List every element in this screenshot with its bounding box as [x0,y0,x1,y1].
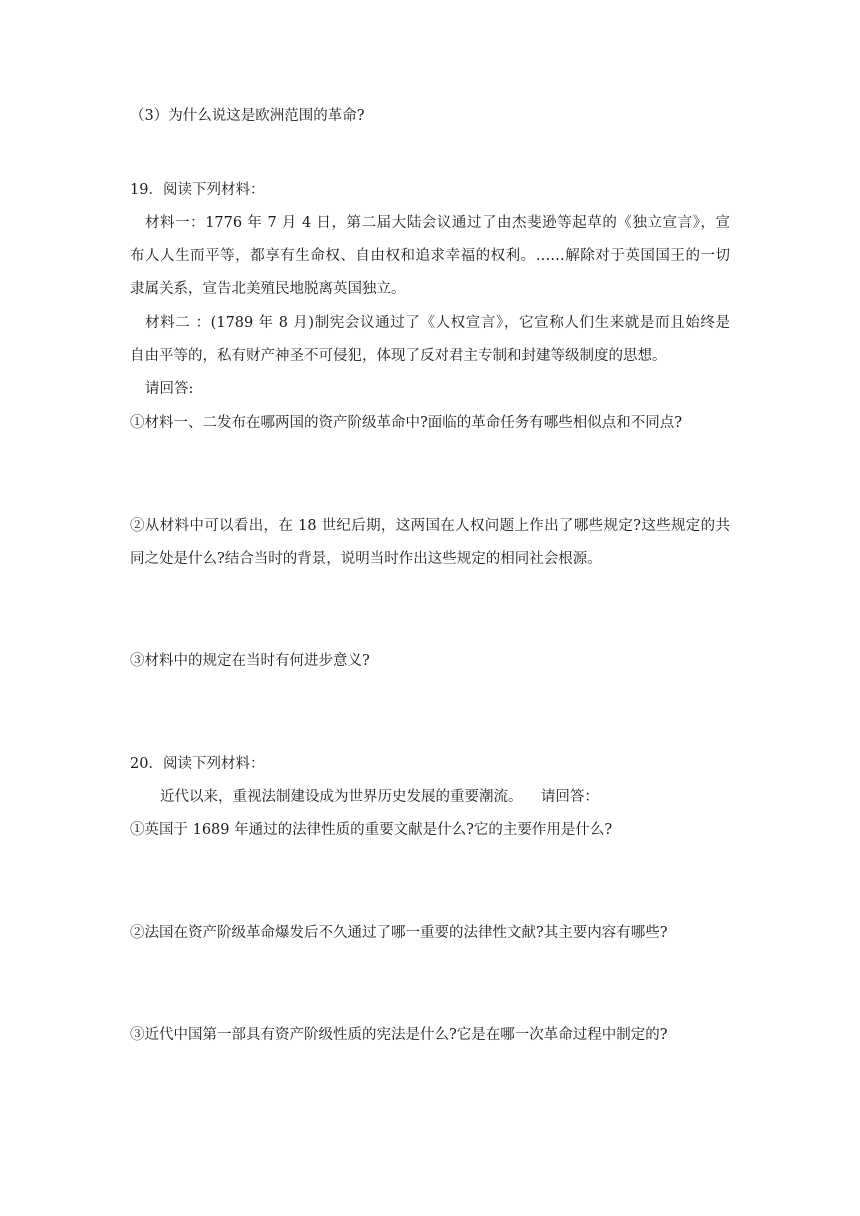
q19-material-2-line-2: 自由平等的，私有财产神圣不可侵犯，体现了反对君主专制和封建等级制度的思想。 [130,348,667,364]
q19-question-1: ①材料一、二发布在哪两国的资产阶级革命中?面临的革命任务有哪些相似点和不同点? [130,415,683,431]
q20-question-3: ③近代中国第一部具有资产阶级性质的宪法是什么?它是在哪一次革命过程中制定的? [130,1027,668,1043]
q19-material-1-line-2: 布人人生而平等，都享有生命权、自由权和追求幸福的权利。……解除对于英国国王的一切 [130,248,730,264]
question-18-part-3: （3）为什么说这是欧洲范围的革命? [130,108,365,124]
q19-material-1-line-3: 隶属关系，宣告北美殖民地脱离英国独立。 [130,281,406,297]
q19-question-2-line-2: 同之处是什么?结合当时的背景，说明当时作出这些规定的相同社会根源。 [130,551,602,567]
q20-question-1: ①英国于 1689 年通过的法律性质的重要文献是什么?它的主要作用是什么? [130,822,613,838]
q19-question-2-line-1: ②从材料中可以看出，在 18 世纪后期，这两国在人权问题上作出了哪些规定?这些规定的共 [130,518,730,534]
q19-prompt: 请回答: [145,381,194,397]
q20-question-2: ②法国在资产阶级革命爆发后不久通过了哪一重要的法律性文献?其主要内容有哪些? [130,925,668,941]
q20-intro: 近代以来，重视法制建设成为世界历史发展的重要潮流。 请回答： [160,789,599,805]
q19-material-1-line-1: 材料一：1776 年 7 月 4 日，第二届大陆会议通过了由杰斐逊等起草的《独立宣言》，宣 [145,215,730,231]
q19-question-3: ③材料中的规定在当时有何进步意义? [130,653,370,669]
question-19-title: 19．阅读下列材料： [130,182,265,198]
question-20-title: 20．阅读下列材料： [130,756,265,772]
q19-material-2-line-1: 材料二 ：(1789 年 8 月)制宪会议通过了《人权宣言》，它宣称人们生来就是而且始终是 [145,315,730,331]
